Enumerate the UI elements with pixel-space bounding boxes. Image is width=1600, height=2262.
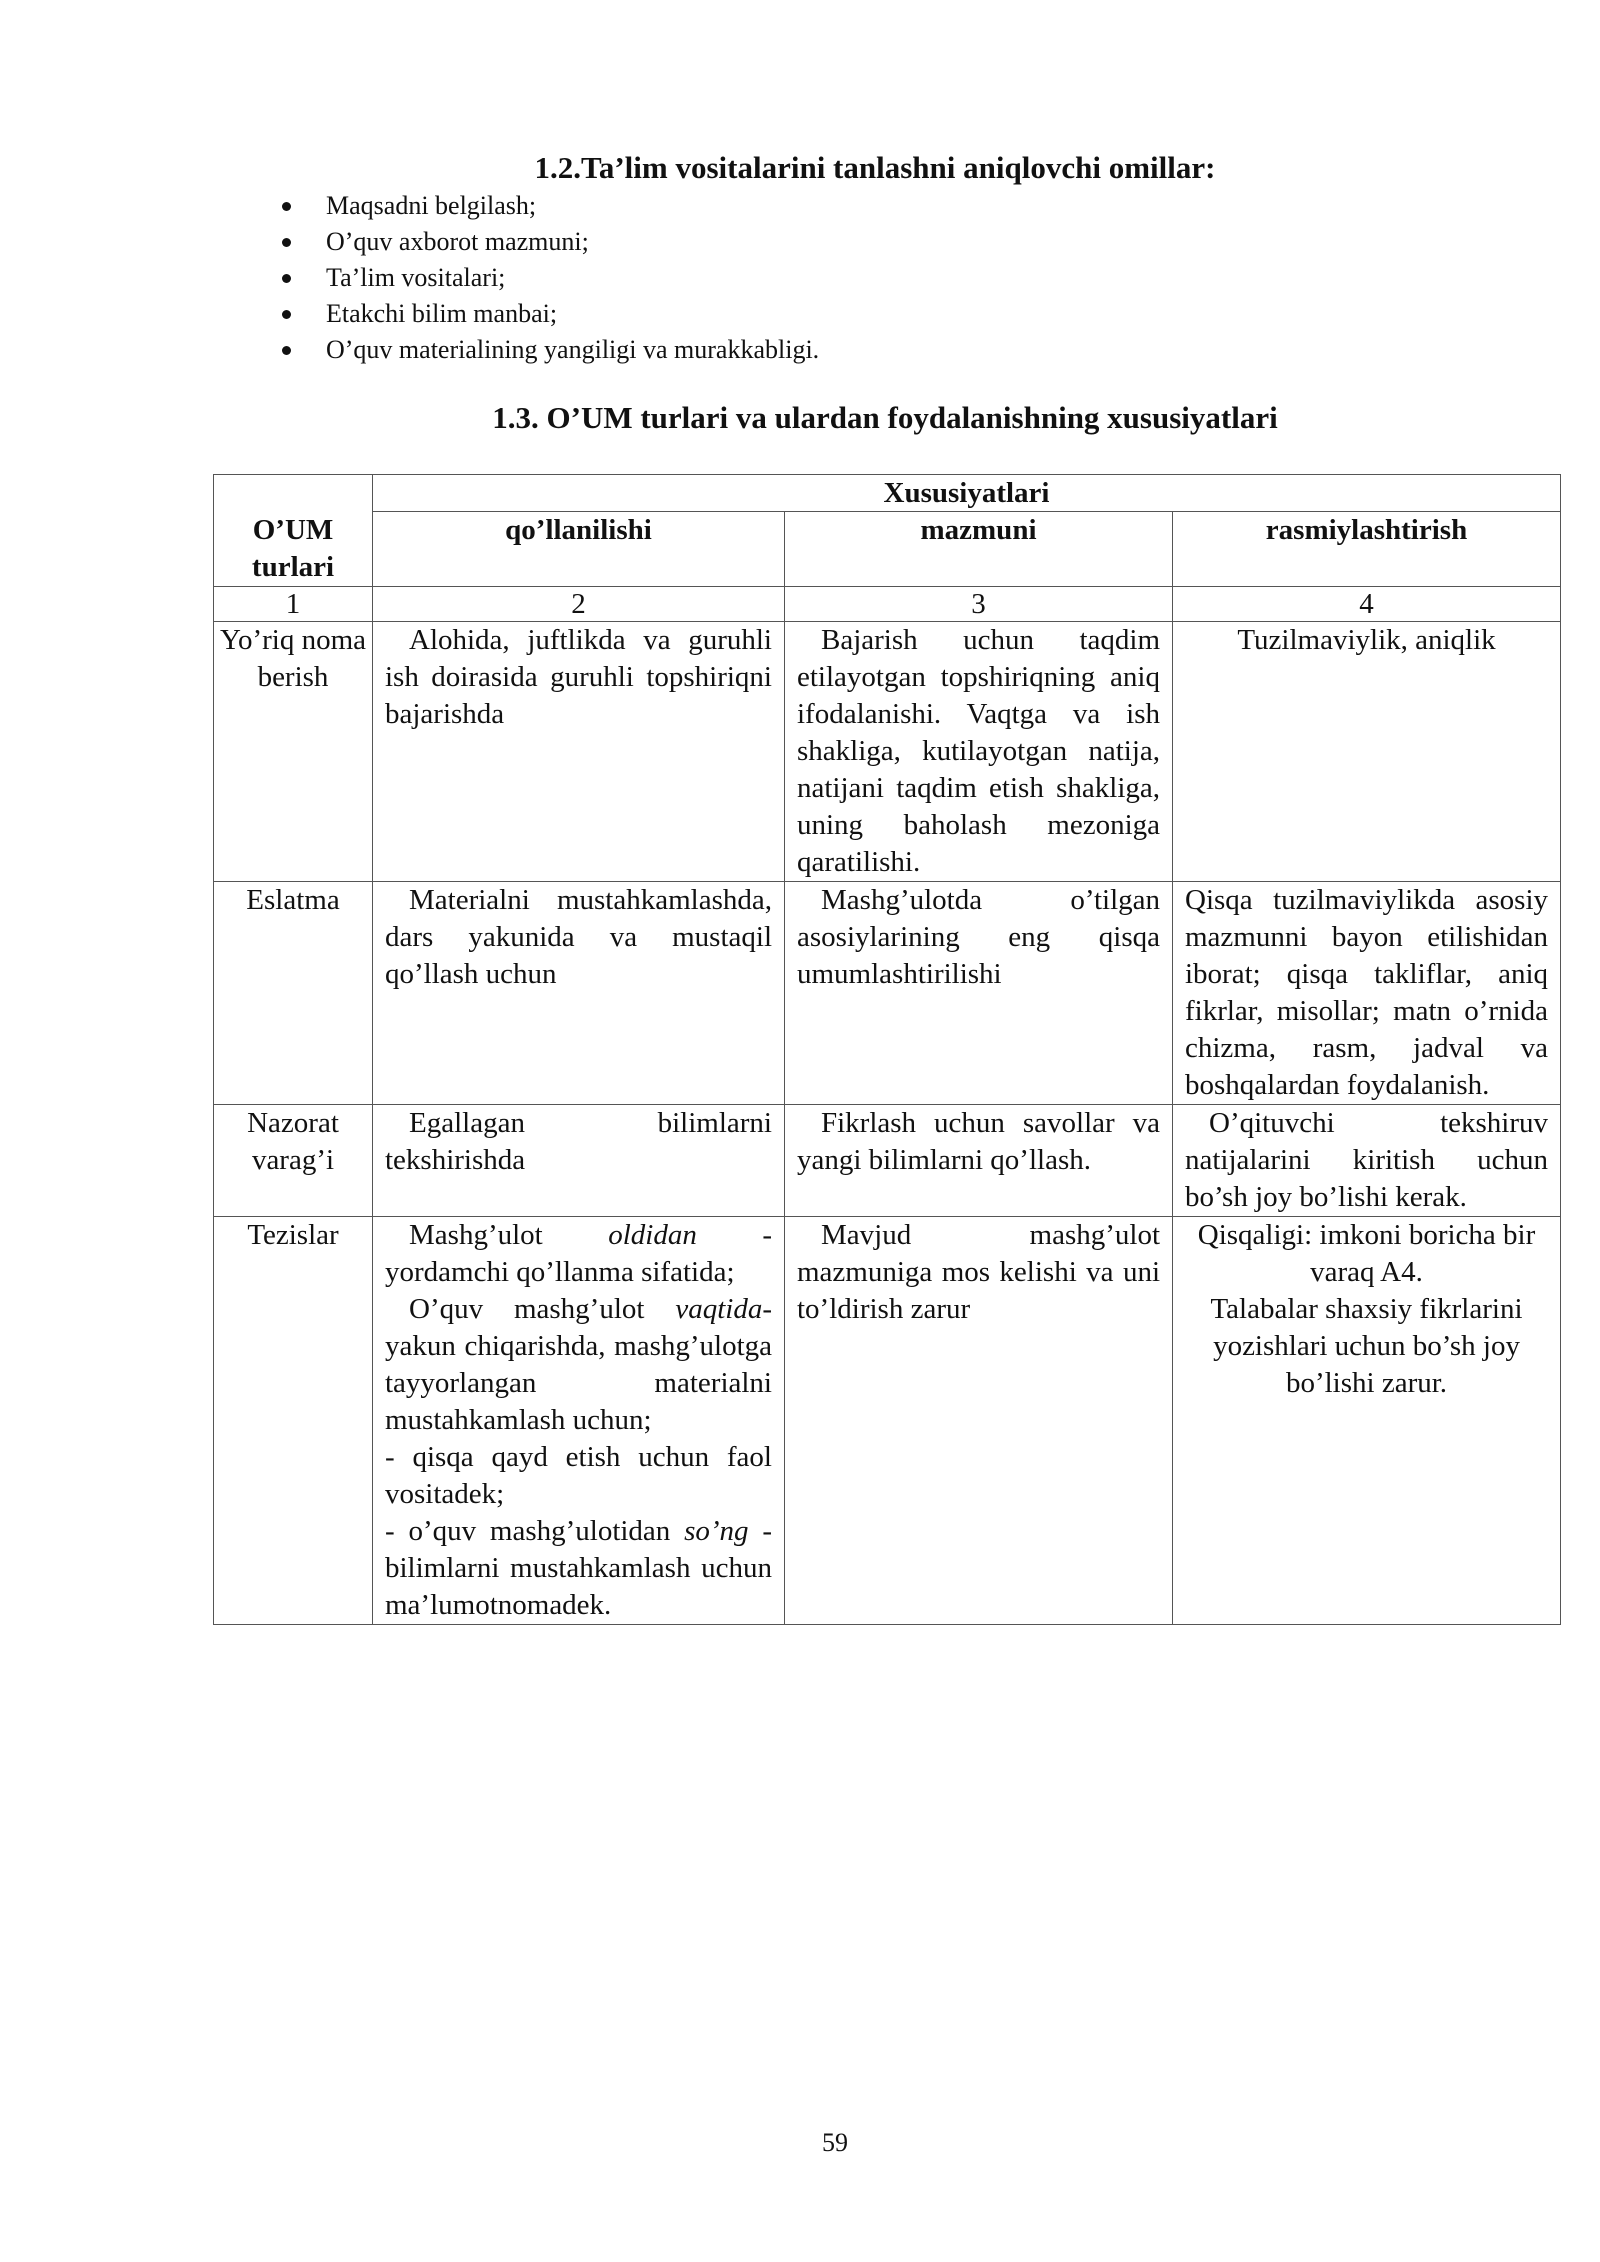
- row-format: Qisqa tuzilmaviylikda asosiy mazmunni bayon etilishidan iborat; qisqa takliflar, aniq fikrlar, misollar; matn o’rnida chizma, rasm, jadval va boshqalardan foydalanish.: [1173, 882, 1561, 1105]
- column-number-row: [214, 587, 1561, 622]
- row-format: O’qituvchi tekshiruv natijalarini kiritish uchun bo’sh joy bo’lishi kerak.: [1173, 1105, 1561, 1217]
- row-usage: Alohida, juftlikda va guruhli ish doirasida guruhli topshiriqni bajarishda: [373, 622, 785, 882]
- col-header-content: mazmuni: [785, 512, 1173, 587]
- list-item: O’quv axborot mazmuni;: [282, 224, 819, 260]
- bullet-icon: [282, 346, 291, 355]
- page-number: 59: [822, 2128, 848, 2157]
- section-1-3-title: 1.3. O’UM turlari va ulardan foydalanishning xususiyatlari: [492, 400, 1278, 435]
- col-header-usage: qo’llanilishi: [373, 512, 785, 587]
- row-type: Eslatma: [214, 882, 373, 1105]
- bullet-icon: [282, 202, 291, 211]
- table-row: [214, 882, 1561, 1105]
- table-subheader-row: [214, 512, 1561, 587]
- row-usage: Egallagan bilimlarni tekshirishda: [373, 1105, 785, 1217]
- table-header-row: [214, 475, 1561, 512]
- bullet-icon: [282, 274, 291, 283]
- row-content: Mashg’ulotda o’tilgan asosiylarining eng qisqa umumlashtirilishi: [785, 882, 1173, 1105]
- row-usage: Materialni mustahkamlashda, dars yakunida va mustaqil qo’llash uchun: [373, 882, 785, 1105]
- row-format: Tuzilmaviylik, aniqlik: [1173, 622, 1561, 882]
- usage-paragraph: - o’quv mashg’ulotidan so’ng - bilimlarni mustahkamlash uchun ma’lumotnomadek.: [385, 1515, 772, 1621]
- usage-paragraph: O’quv mashg’ulot vaqtida- yakun chiqarishda, mashg’ulotga tayyorlangan materialni mustahkamlash uchun;: [385, 1293, 772, 1436]
- row-usage: [373, 1217, 785, 1625]
- group-header: Xususiyatlari: [373, 475, 1561, 512]
- col-number: 2: [373, 587, 785, 622]
- bullet-icon: [282, 310, 291, 319]
- table-row: [214, 1105, 1561, 1217]
- table-row: [214, 622, 1561, 882]
- row-content: Mavjud mashg’ulot mazmuniga mos kelishi va uni to’ldirish zarur: [785, 1217, 1173, 1625]
- row-type: Yo’riq noma berish: [214, 622, 373, 882]
- list-item: Ta’lim vositalari;: [282, 260, 819, 296]
- col-number: 1: [214, 587, 373, 622]
- row-content: Bajarish uchun taqdim etilayotgan topshiriqning aniq ifodalanishi. Vaqtga va ish shakliga, kutilayotgan natija, natijani taqdim etish shakliga, uning baholash mezoniga qaratilishi.: [785, 622, 1173, 882]
- oum-table: [213, 474, 1561, 1625]
- list-item: Maqsadni belgilash;: [282, 188, 819, 224]
- section-1-2-title: 1.2.Ta’lim vositalarini tanlashni aniqlovchi omillar:: [534, 150, 1216, 185]
- factors-list: [282, 188, 819, 368]
- format-line: Talabalar shaxsiy fikrlarini yozishlari uchun bo’sh joy bo’lishi zarur.: [1210, 1293, 1523, 1399]
- list-item: Etakchi bilim manbai;: [282, 296, 819, 332]
- list-item: O’quv materialining yangiligi va murakkabligi.: [282, 332, 819, 368]
- row-type: Nazorat varag’i: [214, 1105, 373, 1217]
- col-header-format: rasmiylashtirish: [1173, 512, 1561, 587]
- bullet-icon: [282, 238, 291, 247]
- col-number: 3: [785, 587, 1173, 622]
- row-content: Fikrlash uchun savollar va yangi bilimlarni qo’llash.: [785, 1105, 1173, 1217]
- col-number: 4: [1173, 587, 1561, 622]
- format-line: Qisqaligi: imkoni boricha bir varaq A4.: [1197, 1219, 1536, 1288]
- table-row: [214, 1217, 1561, 1625]
- usage-paragraph: - qisqa qayd etish uchun faol vositadek;: [385, 1441, 772, 1510]
- col-header-type: O’UM turlari: [214, 475, 373, 587]
- usage-paragraph: Mashg’ulot oldidan - yordamchi qo’llanma sifatida;: [385, 1219, 772, 1288]
- row-format: [1173, 1217, 1561, 1625]
- row-type: Tezislar: [214, 1217, 373, 1625]
